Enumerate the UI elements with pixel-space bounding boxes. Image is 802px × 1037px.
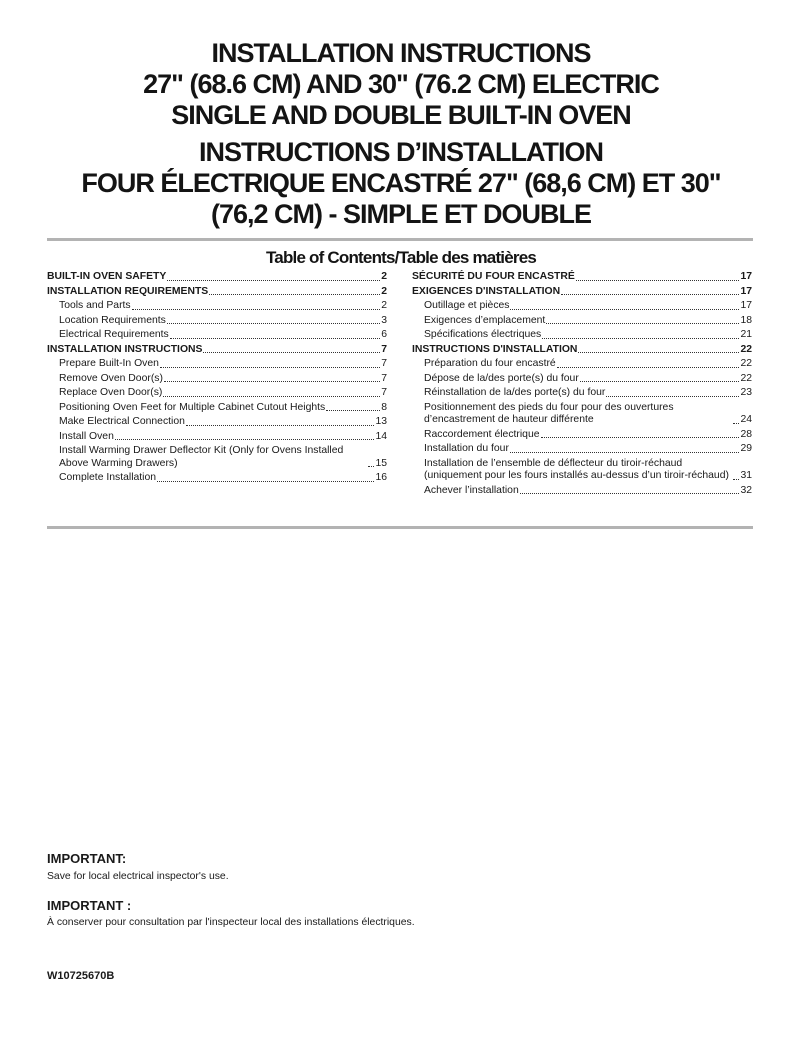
toc-entry-page: 28: [740, 428, 752, 440]
leader-dots: [578, 352, 739, 353]
toc-entry-label: Exigences d’emplacement: [424, 314, 546, 326]
leader-dots: [167, 323, 380, 324]
toc-entry-label: INSTALLATION INSTRUCTIONS: [47, 343, 203, 355]
toc-entry-page: 22: [740, 358, 752, 369]
toc-entry-installation-deflecteur[interactable]: [412, 458, 752, 483]
toc-entry-page: 23: [740, 387, 752, 398]
toc-entry-page: 29: [740, 443, 752, 454]
toc-entry-outillage-et-pieces[interactable]: [412, 300, 752, 313]
document-number: W10725670B: [47, 970, 115, 982]
toc-entry-label: Complete Installation: [59, 472, 157, 483]
leader-dots: [186, 425, 375, 426]
toc-column-english: [47, 271, 387, 487]
leader-dots: [733, 479, 739, 480]
toc-entry-page: 2: [381, 300, 387, 311]
important-text-fr: À conserver pour consultation par l'inspecteur local des installations électriques.: [47, 917, 415, 928]
title-fr-line-1: INSTRUCTIONS D’INSTALLATION: [199, 137, 603, 167]
toc-entry-reinstallation-portes[interactable]: [412, 387, 752, 400]
toc-entry-page: 24: [740, 414, 752, 425]
toc-entry-label: Install Oven: [59, 430, 114, 442]
toc-entry-label: Make Electrical Connection: [59, 416, 185, 427]
toc-entry-label: Remove Oven Door(s): [59, 372, 163, 384]
toc-entry-label: Tools and Parts: [59, 300, 131, 311]
toc-entry-electrical-requirements[interactable]: [47, 329, 387, 342]
leader-dots: [733, 423, 739, 424]
title-fr-line-3: (76,2 CM) - SIMPLE ET DOUBLE: [210, 199, 592, 229]
toc-entry-specifications-electriques[interactable]: [412, 329, 752, 342]
leader-dots: [203, 352, 380, 353]
leader-dots: [157, 481, 374, 482]
toc-entry-positionnement-des-pieds[interactable]: [412, 402, 752, 427]
toc-entry-label: Réinstallation de la/des porte(s) du four: [424, 387, 606, 398]
toc-entry-installation-requirements[interactable]: [47, 286, 387, 299]
bottom-divider: [47, 526, 753, 529]
important-heading-en: IMPORTANT:: [47, 851, 127, 866]
leader-dots: [520, 493, 740, 494]
toc-entry-label: EXIGENCES D'INSTALLATION: [412, 285, 561, 297]
toc-entry-label: Outillage et pièces: [424, 300, 510, 311]
toc-entry-page: 15: [375, 457, 387, 469]
toc-entry-label: Installation du four: [424, 443, 509, 454]
toc-entry-page: 32: [740, 484, 752, 496]
toc-entry-page: 17: [740, 285, 752, 297]
toc-entry-tools-and-parts[interactable]: [47, 300, 387, 313]
toc-entry-exigences-emplacement[interactable]: [412, 315, 752, 328]
title-en-line-1: INSTALLATION INSTRUCTIONS: [211, 38, 591, 68]
leader-dots: [561, 294, 739, 295]
leader-dots: [580, 381, 740, 382]
toc-entry-install-oven[interactable]: [47, 431, 387, 444]
toc-entry-label: Installation de l’ensemble de déflecteur du tiroir-réchaud (uniquement pour les fours installés au-dessus d’un tiroir-réchaud): [424, 457, 729, 481]
leader-dots: [542, 338, 739, 339]
leader-dots: [115, 439, 375, 440]
toc-entry-preparation-du-four[interactable]: [412, 358, 752, 371]
toc-entry-label: BUILT-IN OVEN SAFETY: [47, 271, 167, 282]
leader-dots: [576, 280, 740, 281]
toc-entry-page: 17: [740, 300, 752, 311]
title-en-line-2: 27" (68.6 CM) AND 30" (76.2 CM) ELECTRIC: [143, 69, 659, 99]
toc-entry-page: 21: [740, 329, 752, 340]
important-heading-fr: IMPORTANT :: [47, 898, 132, 913]
toc-entry-remove-oven-doors[interactable]: [47, 373, 387, 386]
toc-entry-page: 7: [381, 387, 387, 398]
toc-entry-securite-du-four[interactable]: [412, 271, 752, 284]
toc-entry-label: INSTALLATION REQUIREMENTS: [47, 285, 209, 297]
toc-entry-complete-installation[interactable]: [47, 472, 387, 485]
toc-entry-built-in-oven-safety[interactable]: [47, 271, 387, 284]
toc-entry-label: Positionnement des pieds du four pour des ouvertures d’encastrement de hauteur différente: [424, 401, 674, 425]
toc-entry-page: 2: [381, 285, 387, 297]
toc-entry-location-requirements[interactable]: [47, 315, 387, 328]
toc-entry-label: Spécifications électriques: [424, 329, 542, 340]
toc-entry-label: Prepare Built-In Oven: [59, 358, 159, 369]
toc-entry-page: 8: [381, 401, 387, 413]
toc-entry-label: Location Requirements: [59, 314, 166, 326]
toc-entry-label: Achever l’installation: [424, 484, 519, 496]
title-fr-line-2: FOUR ÉLECTRIQUE ENCASTRÉ 27" (68,6 CM) ET 30": [81, 168, 721, 198]
leader-dots: [606, 396, 739, 397]
leader-dots: [163, 396, 380, 397]
leader-dots: [164, 381, 380, 382]
title-en-line-3: SINGLE AND DOUBLE BUILT-IN OVEN: [171, 100, 631, 130]
toc-entry-label: Raccordement électrique: [424, 428, 540, 440]
leader-dots: [209, 294, 380, 295]
important-text-en: Save for local electrical inspector's use.: [47, 871, 229, 882]
toc-entry-label: Positioning Oven Feet for Multiple Cabinet Cutout Heights: [59, 401, 326, 413]
toc-entry-label: SÉCURITÉ DU FOUR ENCASTRÉ: [412, 271, 575, 282]
leader-dots: [170, 338, 380, 339]
toc-entry-page: 22: [740, 372, 752, 384]
toc-entry-label: Electrical Requirements: [59, 329, 169, 340]
toc-entry-depose-portes[interactable]: [412, 373, 752, 386]
toc-entry-exigences-installation[interactable]: [412, 286, 752, 299]
toc-entry-label: Préparation du four encastré: [424, 358, 556, 369]
toc-entry-page: 22: [740, 343, 752, 355]
toc-entry-prepare-built-in-oven[interactable]: [47, 358, 387, 371]
toc-entry-positioning-oven-feet[interactable]: [47, 402, 387, 415]
toc-entry-page: 7: [381, 372, 387, 384]
leader-dots: [557, 367, 740, 368]
toc-entry-installation-du-four[interactable]: [412, 443, 752, 456]
title-block: [0, 38, 802, 230]
toc-entry-page: 31: [740, 470, 752, 481]
leader-dots: [160, 367, 380, 368]
toc-entry-installation-instructions[interactable]: [47, 344, 387, 357]
toc-entry-page: 16: [375, 472, 387, 483]
leader-dots: [132, 309, 381, 310]
toc-heading: Table of Contents/Table des matières: [265, 248, 537, 267]
toc-entry-install-warming-drawer-deflector-kit[interactable]: [47, 445, 387, 470]
toc-entry-label: Install Warming Drawer Deflector Kit (Only for Ovens Installed Above Warming Drawers): [59, 445, 344, 469]
toc-entry-page: 14: [375, 430, 387, 442]
toc-entry-page: 13: [375, 416, 387, 427]
leader-dots: [167, 280, 380, 281]
toc-entry-label: INSTRUCTIONS D'INSTALLATION: [412, 343, 578, 355]
top-divider: [47, 238, 753, 241]
toc-entry-page: 7: [381, 358, 387, 369]
toc-entry-page: 6: [381, 329, 387, 340]
toc-entry-label: Dépose de la/des porte(s) du four: [424, 372, 579, 384]
toc-entry-label: Replace Oven Door(s): [59, 387, 163, 398]
leader-dots: [541, 437, 740, 438]
toc-column-french: [412, 271, 752, 499]
toc-entry-page: 3: [381, 314, 387, 326]
toc-entry-page: 17: [740, 271, 752, 282]
toc-entry-page: 7: [381, 343, 387, 355]
leader-dots: [368, 466, 374, 467]
toc-entry-replace-oven-doors[interactable]: [47, 387, 387, 400]
toc-entry-raccordement-electrique[interactable]: [412, 429, 752, 442]
toc-entry-make-electrical-connection[interactable]: [47, 416, 387, 429]
leader-dots: [510, 309, 739, 310]
toc-entry-page: 18: [740, 314, 752, 326]
leader-dots: [510, 452, 740, 453]
toc-entry-instructions-installation[interactable]: [412, 344, 752, 357]
leader-dots: [546, 323, 739, 324]
toc-entry-page: 2: [381, 271, 387, 282]
toc-entry-achever-installation[interactable]: [412, 485, 752, 498]
leader-dots: [326, 410, 380, 411]
